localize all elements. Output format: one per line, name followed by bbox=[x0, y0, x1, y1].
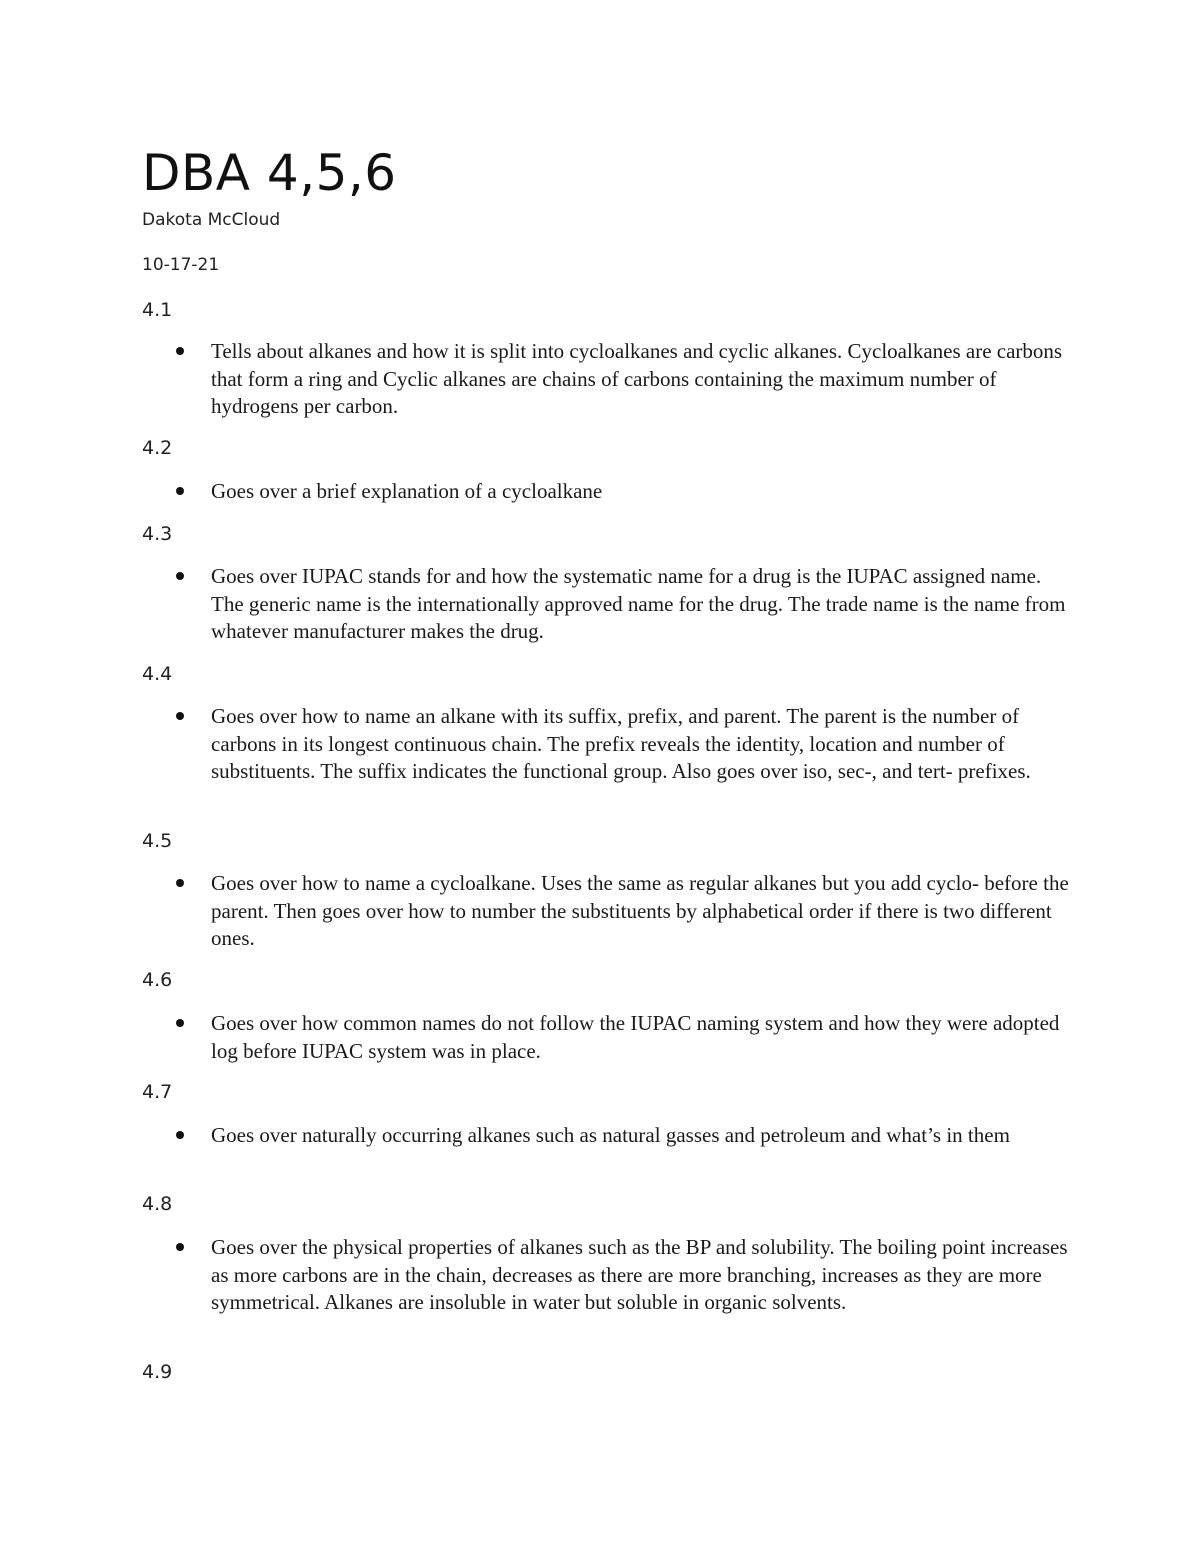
section-number: 4.9 bbox=[142, 1361, 173, 1383]
section-number: 4.1 bbox=[142, 299, 173, 321]
author-name: Dakota McCloud bbox=[142, 210, 281, 230]
bullet-icon bbox=[176, 1243, 184, 1251]
section-number: 4.6 bbox=[142, 969, 173, 991]
section-number: 4.4 bbox=[142, 663, 173, 685]
section-number: 4.2 bbox=[142, 437, 173, 459]
section-bullet-text: Goes over how common names do not follow the IUPAC naming system and how they were adopted log before IUPAC system was in place. bbox=[211, 1011, 1060, 1063]
section-number: 4.7 bbox=[142, 1081, 173, 1103]
section-bullet-text: Goes over how to name a cycloalkane. Uses the same as regular alkanes but you add cyclo- before the parent. Then goes over how to number the substituents by alphabetical order if there is two different ones. bbox=[211, 871, 1069, 950]
section-bullet-text: Goes over IUPAC stands for and how the systematic name for a drug is the IUPAC assigned name. The generic name is the internationally approved name for the drug. The trade name is the name from whatever manufacturer makes the drug. bbox=[211, 564, 1066, 643]
section-bullet-text: Goes over how to name an alkane with its suffix, prefix, and parent. The parent is the number of carbons in its longest continuous chain. The prefix reveals the identity, location and number of substituents. The suffix indicates the functional group. Also goes over iso, sec-, and tert- prefixes. bbox=[211, 704, 1031, 783]
section-bullet-text: Tells about alkanes and how it is split into cycloalkanes and cyclic alkanes. Cycloalkanes are carbons that form a ring and Cyclic alkanes are chains of carbons containing the maximum number of hydrogens per carbon. bbox=[211, 339, 1063, 418]
document-date: 10-17-21 bbox=[142, 255, 220, 275]
bullet-icon bbox=[176, 487, 184, 495]
section-bullet-text: Goes over naturally occurring alkanes such as natural gasses and petroleum and what’s in them bbox=[211, 1123, 1010, 1147]
section-number: 4.5 bbox=[142, 830, 173, 852]
section-bullet-text: Goes over the physical properties of alkanes such as the BP and solubility. The boiling point increases as more carbons are in the chain, decreases as there are more branching, increases as they are more symmetrical. Alkanes are insoluble in water but soluble in organic solvents. bbox=[211, 1235, 1068, 1314]
bullet-icon bbox=[176, 1019, 184, 1027]
section-number: 4.3 bbox=[142, 523, 173, 545]
bullet-icon bbox=[176, 879, 184, 887]
section-number: 4.8 bbox=[142, 1193, 173, 1215]
section-bullet-text: Goes over a brief explanation of a cycloalkane bbox=[211, 479, 603, 503]
document-title: DBA 4,5,6 bbox=[142, 144, 397, 202]
bullet-icon bbox=[176, 347, 184, 355]
bullet-icon bbox=[176, 712, 184, 720]
bullet-icon bbox=[176, 1131, 184, 1139]
bullet-icon bbox=[176, 572, 184, 580]
